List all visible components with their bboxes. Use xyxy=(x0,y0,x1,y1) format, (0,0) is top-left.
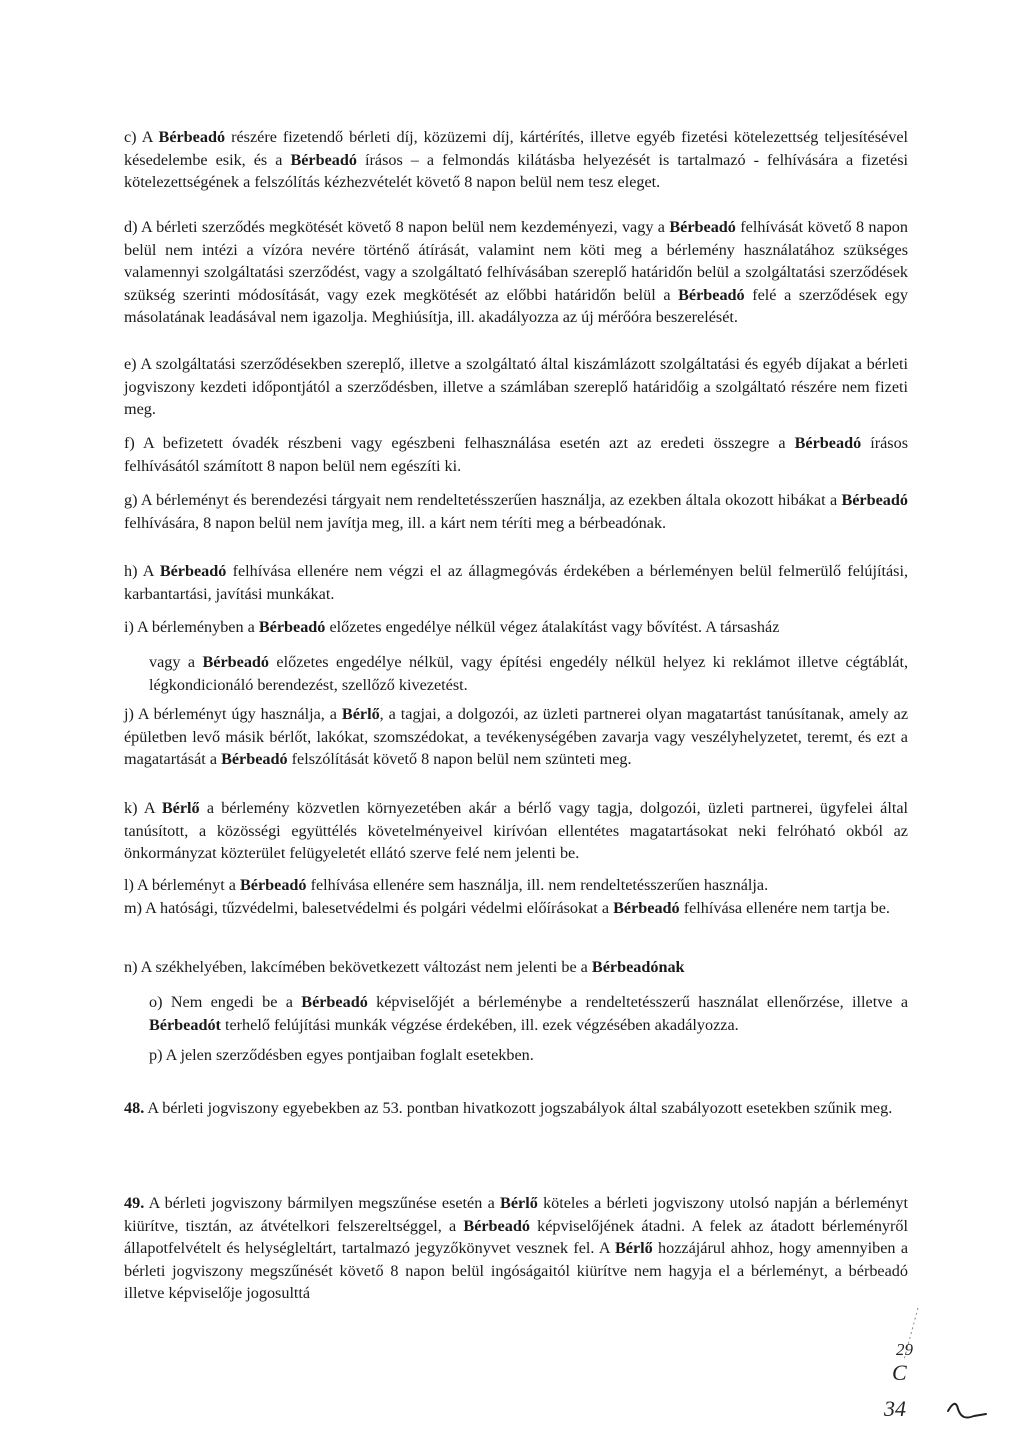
clause-h xyxy=(124,560,908,605)
bold-term: Bérbeadó xyxy=(669,218,736,236)
clause-label: n) xyxy=(124,958,138,976)
clause-text: a bérlemény közvetlen környezetében akár a bérlő vagy tagja, dolgozói, üzleti partnerei, ügyfelei által tanúsított, a közösségi együttélés követelményeivel kirívóan ellentétes magatartásokat neki felróható okból az önkormányzat közterület felügyeletét ellátó szerve felé nem jelenti be. xyxy=(124,799,909,862)
clause-d xyxy=(124,216,908,329)
clause-label: d) xyxy=(124,218,138,236)
clause-text: A hatósági, tűzvédelmi, balesetvédelmi és polgári védelmi előírásokat a xyxy=(141,899,614,917)
clause-label: 48. xyxy=(124,1099,145,1117)
clause-text: A bérleti jogviszony egyebekben az 53. pontban hivatkozott jogszabályok által szabályozott esetekben szűnik meg. xyxy=(144,1099,893,1117)
clause-text: írásos – a felmondás kilátásba helyezését is tartalmazó - felhívására a fizetési kötelezettségének a felszólítás kézhezvételét követő 8 napon belül nem tesz eleget. xyxy=(124,150,908,191)
clause-text: felhívására, 8 napon belül nem javítja meg, ill. a kárt nem téríti meg a bérbeadónak. xyxy=(124,513,667,532)
clause-text: felhívása ellenére sem használja, ill. nem rendeltetésszerűen használja. xyxy=(306,876,769,894)
bold-term: Bérbeadó xyxy=(158,128,226,146)
clause-label: e) xyxy=(124,355,137,373)
clause-label: j) xyxy=(124,705,134,723)
clause-text: A bérleményben a xyxy=(133,618,259,636)
bold-term: Bérlő xyxy=(341,705,380,723)
clause-text: A bérleti jogviszony bármilyen megszűnése esetén a xyxy=(144,1194,501,1212)
clause-text: felhívása ellenére nem végzi el az állagmegóvás érdekében a bérleményen belül felmerülő felújítási, karbantartási, javítási munkákat. xyxy=(124,562,908,603)
clause-text: köteles a bérleti jogviszony utolsó napján a bérleményt kiürítve, tisztán, az átvételkori felszereltséggel, a xyxy=(124,1194,908,1235)
clause-p xyxy=(149,1044,908,1067)
clause-label: g) xyxy=(124,491,138,509)
bold-term: Bérbeadót xyxy=(149,1015,221,1034)
clause-label: f) xyxy=(124,434,135,452)
clause-text: A szolgáltatási szerződésekben szereplő, illetve a szolgáltató által kiszámlázott szolgáltatási és egyéb díjakat a bérleti jogviszony kezdeti időpontjától a szerződésben, illetve a számlában szereplő határidőig a szolgáltató részére nem fizeti meg. xyxy=(124,355,908,418)
clause-i xyxy=(124,616,908,639)
clause-text: A bérleményt és berendezési tárgyait nem rendeltetésszerűen használja, az ezekben általa okozott hibákat a xyxy=(137,491,842,509)
bold-term: Bérbeadó xyxy=(258,618,326,636)
clause-text: A jelen szerződésben egyes pontjaiban foglalt esetekben. xyxy=(162,1046,534,1064)
handwritten-stroke xyxy=(860,1300,1020,1430)
bold-term: Bérlő xyxy=(614,1239,653,1257)
clause-text: felé a szerződések egy másolatának leadásával nem igazolja. Meghiúsítja, ill. akadályozza az új mérőóra beszerelését. xyxy=(124,285,909,326)
clause-j xyxy=(124,703,908,771)
bold-term: Bérlő xyxy=(161,799,200,817)
clause-label: m) xyxy=(124,899,142,917)
clause-text: A székhelyében, lakcímében bekövetkezett változást nem jelenti be a xyxy=(137,958,592,976)
clause-text: részére fizetendő bérleti díj, közüzemi díj, kártérítés, illetve egyéb fizetési kötelezettség teljesítésével késedelembe esik, és a xyxy=(124,128,908,169)
section-48 xyxy=(124,1097,908,1120)
clause-label: l) xyxy=(124,876,134,894)
bold-term: Bérbeadónak xyxy=(591,958,685,976)
clause-text: Nem engedi be a xyxy=(162,993,302,1011)
clause-text: vagy a xyxy=(149,653,203,671)
clause-label: k) xyxy=(124,799,138,817)
clause-text: felhívását követő 8 napon belül nem intézi a vízóra nevére történő átírását, valamint nem köti meg a bérlemény használatához szükséges valamennyi szolgáltatási szerződést, vagy a szolgáltató felhívásában szereplő határidőn belül a szolgáltatási szerződések szükség szerinti módosítását, vagy ezek megkötését az előbbi határidőn belül a xyxy=(124,218,908,304)
initial-mark: C xyxy=(892,1360,907,1385)
clause-label: i) xyxy=(124,618,134,636)
bold-term: Bérbeadó xyxy=(290,150,357,169)
clause-text: képviselőjét a bérleménybe a rendeltetésszerű használat ellenőrzése, illetve a xyxy=(367,993,909,1011)
clause-text: A bérleményt úgy használja, a xyxy=(133,705,342,723)
clause-l xyxy=(124,874,908,897)
clause-i-continuation xyxy=(149,651,908,696)
clause-e xyxy=(124,353,908,421)
clause-text: A xyxy=(137,562,160,580)
clause-text: felhívása ellenére nem tartja be. xyxy=(679,899,890,917)
bold-term: Bérbeadó xyxy=(159,562,227,580)
clause-label: c) xyxy=(124,128,137,146)
clause-f xyxy=(124,432,908,477)
clause-text: írásos felhívásától számított 8 napon belül nem egészíti ki. xyxy=(124,434,908,475)
bold-term: Bérbeadó xyxy=(841,491,908,509)
clause-o xyxy=(149,991,908,1036)
clause-text: előzetes engedélye nélkül végez átalakítást vagy bővítést. A társasház xyxy=(325,618,780,636)
clause-text: képviselőjének átadni. A felek az átadott bérleményről állapotfelvételt és helységleltárt, tartalmazó jegyzőkönyvet vesznek fel. A xyxy=(124,1216,908,1257)
clause-text: terhelő felújítási munkák végzése érdekében, ill. ezek végzésében akadályozza. xyxy=(220,1015,739,1034)
clause-m xyxy=(124,897,908,920)
bold-term: Bérbeadó xyxy=(463,1216,530,1235)
bold-term: Bérbeadó xyxy=(221,750,288,768)
clause-text: felszólítását követő 8 napon belül nem szünteti meg. xyxy=(287,750,632,768)
page-number: 29 xyxy=(896,1340,913,1359)
clause-n xyxy=(124,956,908,979)
clause-k xyxy=(124,797,908,865)
bold-term: Bérbeadó xyxy=(794,434,862,452)
bold-term: Bérbeadó xyxy=(301,993,368,1011)
bold-term: Bérbeadó xyxy=(613,899,680,917)
clause-text: A bérleti szerződés megkötését követő 8 napon belül nem kezdeményezi, vagy a xyxy=(137,218,670,236)
bold-term: Bérbeadó xyxy=(202,653,270,671)
clause-label: 49. xyxy=(124,1194,145,1212)
bold-term: Bérbeadó xyxy=(239,876,307,894)
bold-term: Bérlő xyxy=(500,1194,538,1212)
clause-text: A befizetett óvadék részbeni vagy egészbeni felhasználása esetén azt az eredeti összegre a xyxy=(134,434,795,452)
bold-term: Bérbeadó xyxy=(678,285,745,304)
clause-label: o) xyxy=(149,993,163,1011)
clause-c xyxy=(124,126,908,194)
clause-g xyxy=(124,489,908,534)
clause-text: , a tagjai, a dolgozói, az üzleti partnerei olyan magatartást tanúsítanak, amely az épületben levő másik bérlőt, lakókat, szomszédokat, a tevékenységében zavarja vagy veszélyhelyzetet, teremt, és ezt a magatartását a xyxy=(124,705,909,768)
clause-text: A xyxy=(137,799,162,817)
clause-label: h) xyxy=(124,562,138,580)
sheet-number: 34 xyxy=(884,1396,906,1421)
clause-text: A bérleményt a xyxy=(133,876,240,894)
clause-text: A xyxy=(136,128,159,146)
clause-text: hozzájárul ahhoz, hogy amennyiben a bérleti jogviszony megszűnését követő 8 napon belül ingóságaitól kiürítve nem hagyja el a bérleményt, a bérbeadó illetve képviselője jogosulttá xyxy=(124,1239,908,1302)
clause-text: előzetes engedélye nélkül, vagy építési engedély nélkül helyez ki reklámot illetve cégtáblát, légkondicionáló berendezést, szellőző kivezetést. xyxy=(149,653,909,694)
section-49 xyxy=(124,1192,908,1305)
clause-label: p) xyxy=(149,1046,163,1064)
